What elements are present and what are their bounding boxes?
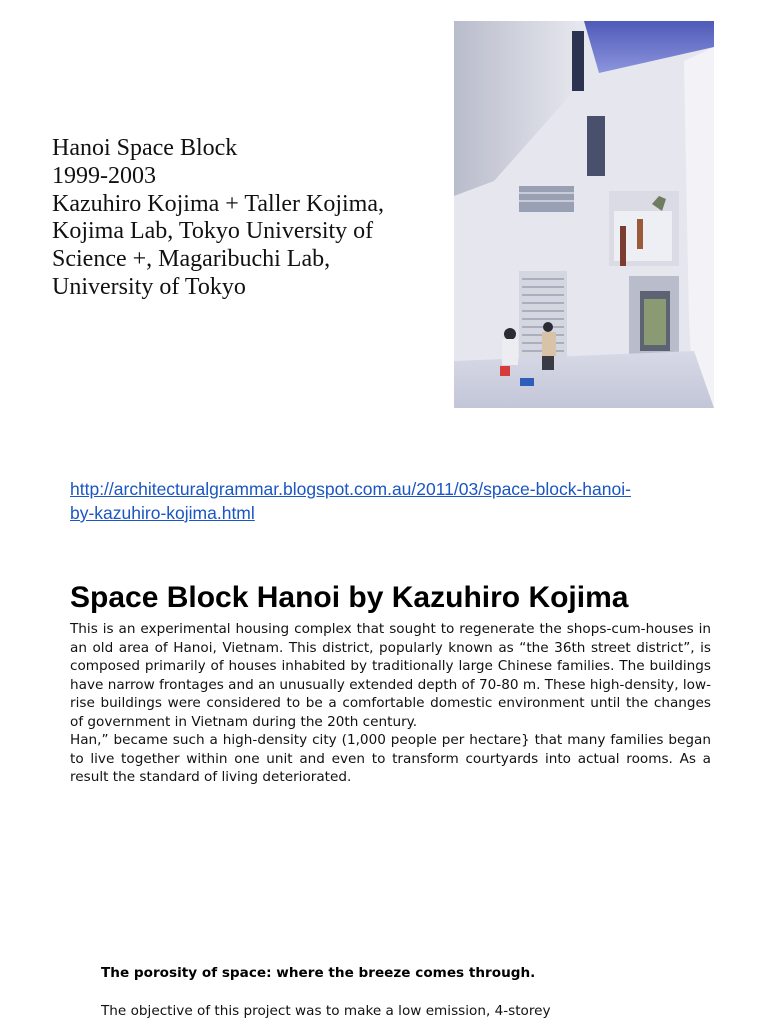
- article-paragraph: The objective of this project was to make a low emission, 4-storey: [101, 1003, 551, 1019]
- article-paragraph: Han,” became such a high-density city (1,000 people per hectare} that many families began to live together within one unit and even to transform courtyards into actual rooms. As a result the standard of living deteriorated.: [70, 732, 711, 785]
- project-credit-line: Kazuhiro Kojima + Taller Kojima,: [52, 190, 384, 217]
- section-subheading: The porosity of space: where the breeze comes through.: [101, 965, 536, 981]
- source-link-line[interactable]: http://architecturalgrammar.blogspot.com.au/2011/03/space-block-hanoi-: [70, 479, 631, 499]
- project-credit-line: University of Tokyo: [52, 273, 246, 300]
- article-body: [70, 620, 711, 787]
- article-heading: Space Block Hanoi by Kazuhiro Kojima: [70, 581, 629, 614]
- project-info: [52, 135, 432, 302]
- project-years: 1999-2003: [52, 162, 156, 189]
- article-paragraph: This is an experimental housing complex that sought to regenerate the shops-cum-houses in an old area of Hanoi, Vietnam. This district, popularly known as “the 36th street district”, is composed primarily of houses inhabited by traditionally large Chinese families. The buildings have narrow frontages and an unusually extended depth of 70-80 m. These high-density, low-rise buildings were considered to be a comfortable domestic environment until the changes of government in Vietnam during the 20th century.: [70, 621, 711, 730]
- source-link[interactable]: [70, 477, 710, 525]
- project-credit-line: Kojima Lab, Tokyo University of: [52, 218, 374, 245]
- building-interior-photo: [454, 21, 714, 408]
- project-credit-line: Science +, Magaribuchi Lab,: [52, 246, 331, 273]
- project-title: Hanoi Space Block: [52, 135, 238, 161]
- source-link-line[interactable]: by-kazuhiro-kojima.html: [70, 503, 255, 523]
